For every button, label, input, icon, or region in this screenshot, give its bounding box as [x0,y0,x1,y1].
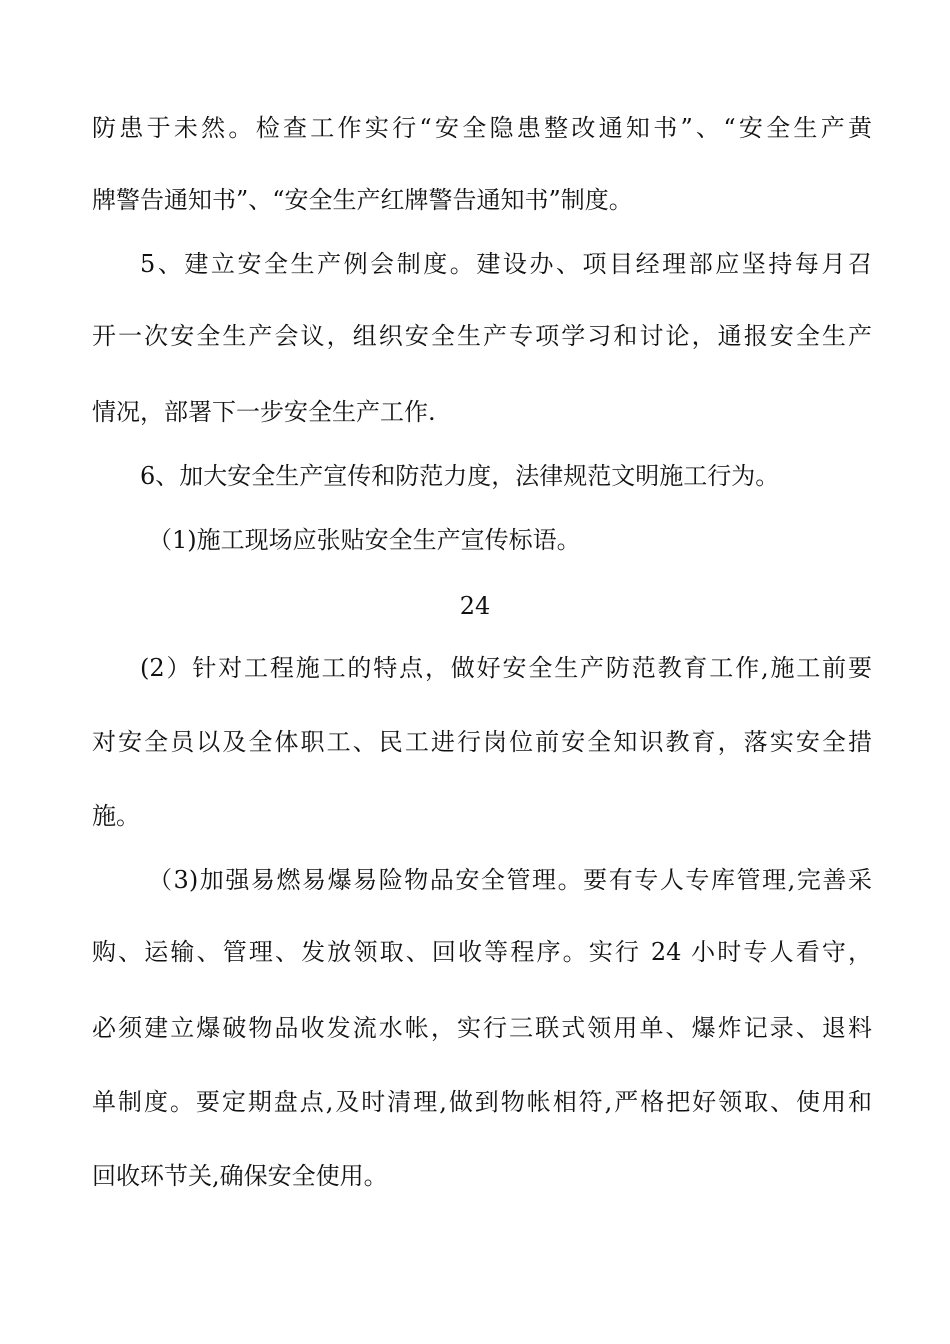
paragraph-line: 对安全员以及全体职工、民工进行岗位前安全知识教育，落实安全措 [92,728,872,756]
paragraph-line: 5、建立安全生产例会制度。建设办、项目经理部应坚持每月召 [140,250,872,278]
paragraph-line: 必须建立爆破物品收发流水帐，实行三联式领用单、爆炸记录、退料 [92,1014,872,1042]
paragraph-line: 牌警告通知书”、“安全生产红牌警告通知书”制度。 [92,186,633,214]
paragraph-line: 单制度。要定期盘点,及时清理,做到物帐相符,严格把好领取、使用和 [92,1088,872,1116]
paragraph-line: (2）针对工程施工的特点，做好安全生产防范教育工作,施工前要 [140,654,872,682]
paragraph-line: 施。 [92,802,140,830]
paragraph-line: （1)施工现场应张贴安全生产宣传标语。 [148,526,581,554]
paragraph-line: 开一次安全生产会议，组织安全生产专项学习和讨论，通报安全生产 [92,322,872,350]
paragraph-line: 情况，部署下一步安全生产工作. [92,398,436,426]
paragraph-line: （3)加强易燃易爆易险物品安全管理。要有专人专库管理,完善采 [148,866,872,894]
paragraph-line: 回收环节关,确保安全使用。 [92,1162,388,1190]
page-number: 24 [459,592,491,620]
paragraph-line: 6、加大安全生产宣传和防范力度，法律规范文明施工行为。 [140,462,780,490]
paragraph-line: 防患于未然。检查工作实行“安全隐患整改通知书”、“安全生产黄 [92,114,872,142]
paragraph-line: 购、运输、管理、发放领取、回收等程序。实行 24 小时专人看守， [92,938,872,966]
